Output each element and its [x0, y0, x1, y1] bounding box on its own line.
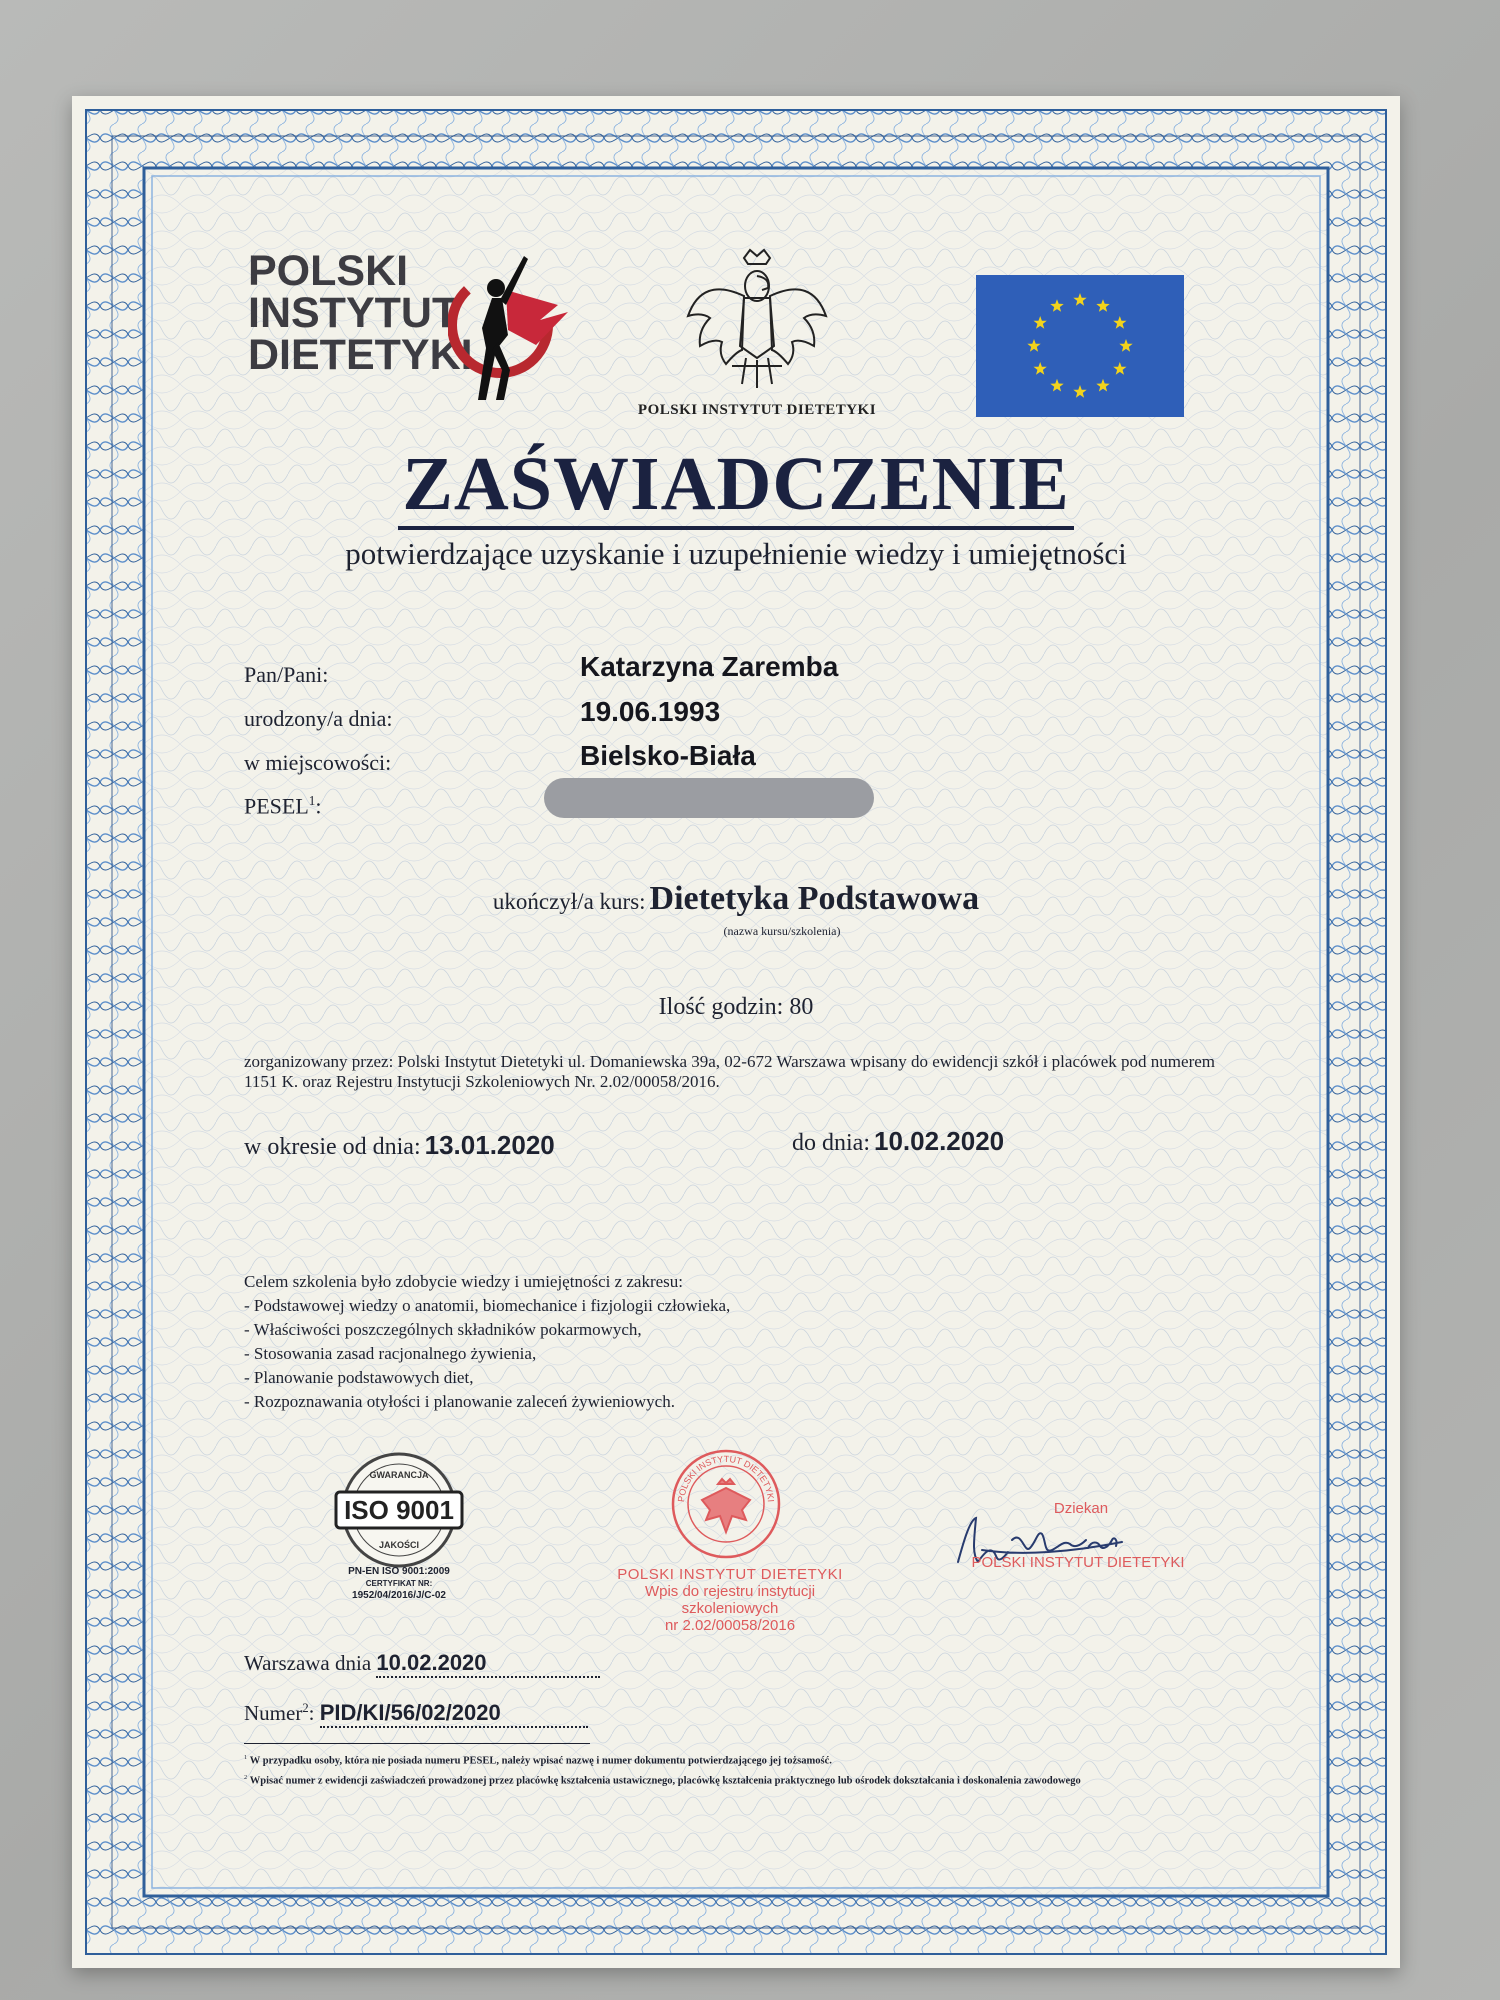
issue-place-date	[244, 1650, 600, 1678]
period-from-label: w okresie od dnia:	[244, 1134, 421, 1160]
iso-main-text: ISO 9001	[344, 1495, 454, 1525]
dancer-figure-icon	[448, 250, 578, 400]
seal-line: nr 2.02/00058/2016	[664, 1617, 796, 1634]
emblem-caption: POLSKI INSTYTUT DIETETYKI	[637, 402, 877, 418]
birth-date-label: urodzony/a dnia:	[244, 706, 393, 731]
seal-line: POLSKI INSTYTUT DIETETYKI	[617, 1566, 843, 1583]
issue-date: 10.02.2020	[376, 1650, 487, 1675]
seal-ring-text: POLSKI INSTYTUT DIETETYKI	[675, 1453, 776, 1503]
birth-place: Bielsko-Biała	[580, 740, 756, 771]
number-field	[320, 1700, 588, 1728]
course-name: Dietetyka Podstawowa	[649, 880, 980, 917]
footnote-1: $^1$ W przypadku osoby, która nie posiada numeru PESEL, należy wpisać nazwę i numer dokumentu potwierdzającego jej tożsamość.	[244, 1754, 832, 1767]
person-name: Katarzyna Zaremba	[580, 651, 839, 682]
iso-certificate-text	[284, 1566, 514, 1602]
dean-institute: POLSKI INSTYTUT DIETETYKI	[971, 1554, 1185, 1571]
period-to	[792, 1126, 1004, 1157]
iso-line: 1952/04/2016/J/C-02	[352, 1590, 446, 1601]
birth-date: 19.06.1993	[580, 696, 721, 727]
seal-line: Wpis do rejestru instytucji	[644, 1583, 816, 1600]
goal-item: - Właściwości poszczególnych składników pokarmowych,	[244, 1320, 642, 1339]
polish-eagle-icon	[682, 246, 832, 396]
period-to-date: 10.02.2020	[874, 1126, 1005, 1156]
issue-date-label: Warszawa dnia	[244, 1651, 372, 1675]
seal-caption	[592, 1566, 868, 1634]
course-note: (nazwa kursu/szkolenia)	[723, 924, 841, 938]
issue-date-field	[376, 1650, 600, 1678]
certificate-number: PID/KI/56/02/2020	[319, 1700, 501, 1725]
name-label: Pan/Pani:	[244, 662, 329, 687]
dean-title: Dziekan	[1053, 1500, 1109, 1517]
iso-line: PN-EN ISO 9001:2009	[348, 1566, 450, 1577]
document-title: ZAŚWIADCZENIE	[402, 442, 1070, 526]
birth-place-label: w miejscowości:	[244, 750, 392, 775]
organizer-text: zorganizowany przez: Polski Instytut Dietetyki ul. Domaniewska 39a, 02-672 Warszawa wpisany do ewidencji szkół i placówek pod numerem 1151 K. oraz Rejestru Instytucji Szkoleniowych Nr. 2.02/00058/2016.	[244, 1052, 1216, 1091]
pid-logo	[248, 247, 578, 400]
goal-item: - Planowanie podstawowych diet,	[244, 1368, 474, 1387]
iso-line: CERTYFIKAT NR:	[365, 1579, 433, 1588]
goal-item: - Podstawowej wiedzy o anatomii, biomechanice i fizjologii człowieka,	[244, 1296, 731, 1315]
period-from-date: 13.01.2020	[424, 1130, 555, 1160]
iso-top-text: GWARANCJA	[369, 1470, 429, 1480]
certificate-number-row: Numer$^2$: PID/KI/56/02/2020	[244, 1700, 588, 1728]
number-label: Numer	[244, 1701, 303, 1725]
certificate-paper	[72, 96, 1400, 1968]
eu-flag-icon	[976, 275, 1184, 417]
course-row	[72, 880, 1400, 918]
pesel-label: PESEL$^1$:	[244, 793, 322, 819]
course-label: ukończył/a kurs:	[492, 889, 646, 914]
document-subtitle: potwierdzające uzyskanie i uzupełnienie wiedzy i umiejętności	[345, 536, 1127, 571]
institute-seal	[670, 1448, 782, 1560]
logo-line-3: DIETETYKI	[248, 331, 473, 379]
period-from	[244, 1130, 555, 1161]
title-underline	[398, 526, 1074, 530]
footnotes	[244, 1750, 1294, 1789]
period-to-label: do dnia:	[792, 1130, 870, 1156]
pesel-redaction	[544, 778, 874, 818]
course-hours: Ilość godzin: 80	[658, 994, 814, 1020]
logo-line-2: INSTYTUT	[248, 289, 459, 337]
goals-intro: Celem szkolenia było zdobycie wiedzy i umiejętności z zakresu:	[244, 1272, 684, 1291]
training-goals	[244, 1270, 1144, 1414]
iso-bottom-text: JAKOŚCI	[378, 1540, 420, 1550]
footnote-rule	[244, 1743, 590, 1744]
footnote-2: $^2$ Wpisać numer z ewidencji zaświadczeń prowadzonej przez placówkę kształcenia ustawicznego, placówkę kształcenia praktycznego lub ośrodek dokształcania i doskonalenia zawodowego	[244, 1773, 1081, 1786]
logo-line-1: POLSKI	[248, 247, 409, 295]
goal-item: - Stosowania zasad racjonalnego żywienia,	[244, 1344, 537, 1363]
seal-eagle-icon	[702, 1479, 750, 1532]
goal-item: - Rozpoznawania otyłości i planowanie zaleceń żywieniowych.	[244, 1392, 675, 1411]
seal-line: szkoleniowych	[681, 1600, 779, 1617]
